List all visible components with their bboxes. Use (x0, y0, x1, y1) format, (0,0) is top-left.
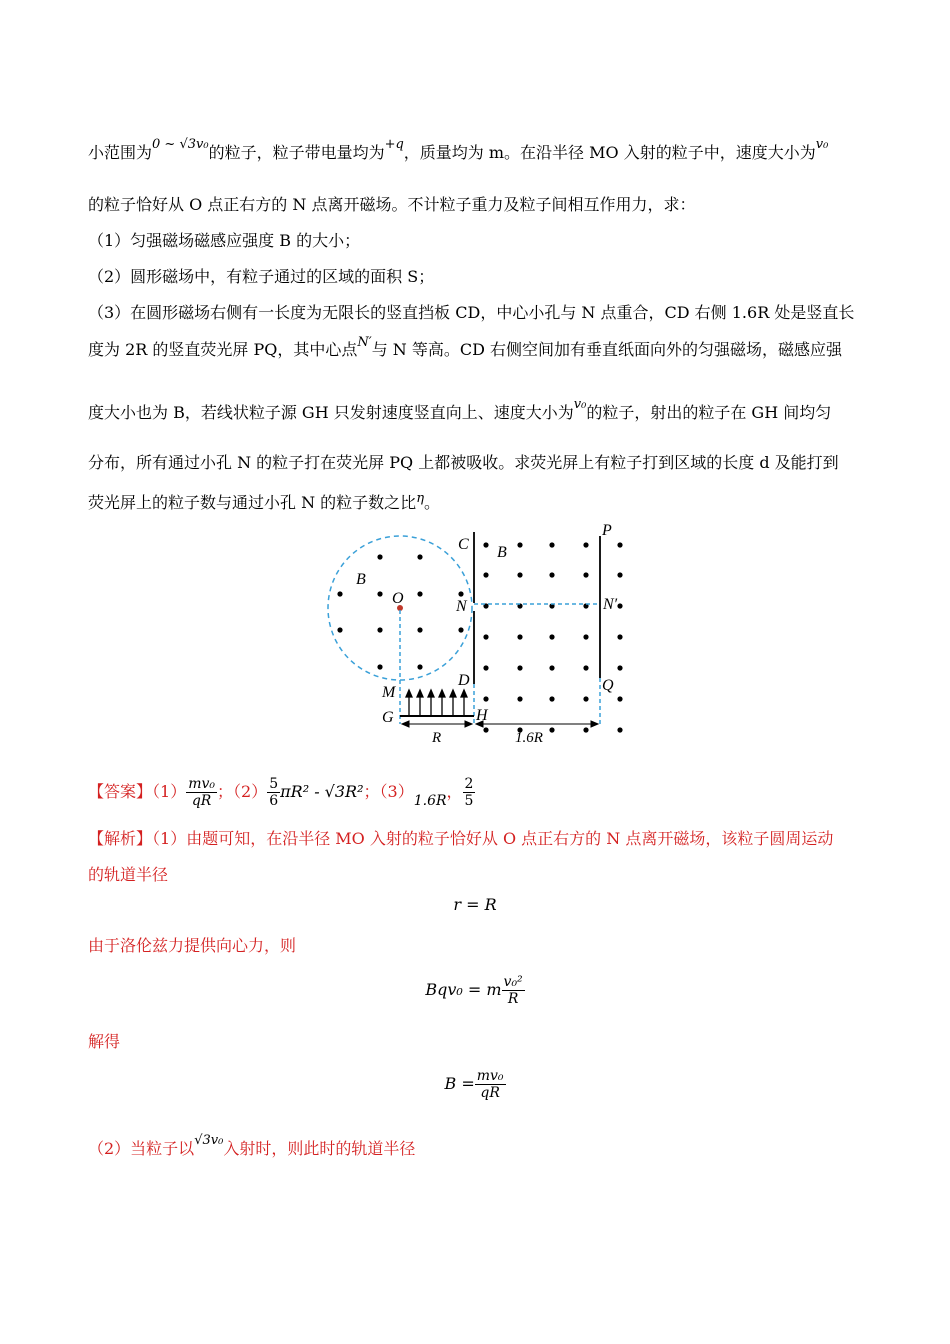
text: 与 N 等高。CD 右侧空间加有垂直纸面向外的匀强磁场，磁感应强 (371, 340, 843, 359)
text: 度大小也为 B，若线状粒子源 GH 只发射速度竖直向上、速度大小为 (88, 403, 574, 422)
field-dot (549, 542, 554, 547)
field-dot (517, 634, 522, 639)
text: ； (363, 782, 380, 801)
fraction-numerator: 2 (464, 776, 474, 792)
field-dot (549, 727, 554, 732)
field-dot (517, 665, 522, 670)
field-dot (583, 727, 588, 732)
fraction-denominator: qR (191, 793, 212, 809)
text: 度为 2R 的竖直荧光屏 PQ，其中心点 (88, 340, 358, 359)
label-r: R (432, 730, 442, 746)
field-dot (549, 572, 554, 577)
text: ， (446, 782, 463, 801)
velocity-v0: v₀ (573, 397, 587, 412)
answer-tag: 【答案】 (88, 782, 153, 801)
field-dot (583, 634, 588, 639)
field-dot (617, 572, 622, 577)
label-n-prime: N′ (603, 596, 618, 613)
velocity-arrow-head (450, 690, 456, 697)
label-h: H (476, 707, 488, 724)
text: 荧光屏上的粒子数与通过小孔 N 的粒子数之比 (88, 493, 417, 512)
fraction-denominator: 5 (464, 793, 474, 809)
velocity-arrow-head (428, 690, 434, 697)
eta-symbol: η (416, 491, 424, 506)
analysis-tag: 【解析】 (88, 829, 153, 848)
field-dot (483, 727, 488, 732)
charge: +q (384, 137, 404, 152)
question-3-line-4: 分布，所有通过小孔 N 的粒子打在荧光屏 PQ 上都被吸收。求荧光屏上有粒子打到区域的长度 d 及能打到 (88, 453, 839, 472)
field-dot (483, 665, 488, 670)
field-dot (483, 696, 488, 701)
field-dot (617, 634, 622, 639)
problem-line-1 (88, 137, 862, 166)
text: （2）当粒子以 (88, 1139, 195, 1158)
analysis-line-1 (88, 828, 862, 850)
n-prime: N′ (357, 335, 372, 350)
field-dot (617, 603, 622, 608)
field-dot (549, 696, 554, 701)
analysis-line-2: 的轨道半径 (88, 865, 169, 884)
text: ，质量均为 m。在沿半径 MO 入射的粒子中，速度大小为 (403, 143, 816, 162)
text: 入射时，则此时的轨道半径 (223, 1139, 416, 1158)
text: （1）由题可知，在沿半径 MO 入射的粒子恰好从 O 点正右方的 N 点离开磁场，该粒子圆周运动 (152, 829, 834, 848)
fraction-denominator: qR (480, 1085, 500, 1101)
question-3-line-2 (88, 335, 862, 363)
velocity-v0: v₀ (815, 137, 829, 152)
question-3-line-5 (88, 492, 862, 516)
answer-2-expression: πR² - √3R² (280, 782, 364, 801)
label-g: G (382, 709, 394, 726)
field-dot (483, 542, 488, 547)
fraction-denominator: R (507, 991, 519, 1007)
answer-3-fraction (463, 776, 476, 809)
fraction-numerator: mv₀ (188, 776, 215, 792)
question-1: （1）匀强磁场磁感应强度 B 的大小； (88, 231, 361, 250)
label-c: C (458, 536, 469, 553)
field-dot (483, 634, 488, 639)
equation-left: Bqv₀ = m (425, 980, 502, 999)
right-field-dots (483, 542, 622, 732)
analysis-line-5 (88, 1133, 862, 1162)
text: （1） (152, 782, 187, 801)
velocity-arrow-head (406, 690, 412, 697)
field-dot (517, 542, 522, 547)
label-m: M (382, 684, 396, 701)
fraction-numerator: v₀² (503, 974, 523, 990)
field-dot (617, 665, 622, 670)
question-3-line-3 (88, 397, 862, 426)
dimension-1-6r (476, 721, 598, 727)
label-o: O (392, 590, 404, 607)
equation-2-fraction (502, 974, 525, 1007)
fraction-numerator: mv₀ (476, 1068, 504, 1084)
analysis-line-3: 由于洛伦兹力提供向心力，则 (88, 936, 297, 955)
velocity-arrows (406, 690, 467, 716)
label-n: N (456, 598, 467, 615)
equation-1: r = R (453, 895, 497, 914)
field-dot (549, 665, 554, 670)
field-dot (517, 572, 522, 577)
equation-3-fraction (475, 1068, 506, 1101)
fraction-numerator: 5 (269, 776, 279, 792)
text: （3） (379, 782, 414, 801)
text: 。 (423, 493, 440, 512)
velocity-arrow-head (417, 690, 423, 697)
label-b-right: B (497, 544, 507, 561)
field-dot (617, 727, 622, 732)
field-dot (617, 542, 622, 547)
field-dot (549, 634, 554, 639)
text: 的粒子，粒子带电量均为 (208, 143, 385, 162)
field-dot (583, 542, 588, 547)
field-dot (483, 572, 488, 577)
label-d: D (458, 672, 470, 689)
answer-line (88, 772, 862, 812)
dimension-r (402, 721, 472, 727)
physics-figure (320, 520, 640, 752)
text: （2） (233, 782, 268, 801)
field-dot (617, 696, 622, 701)
fraction-denominator: 6 (269, 793, 279, 809)
answer-2-fraction (267, 776, 280, 809)
text: 小范围为 (88, 143, 153, 162)
velocity-arrow-head (439, 690, 445, 697)
equation-left: B = (444, 1074, 475, 1093)
field-dot (583, 665, 588, 670)
problem-line-2: 的粒子恰好从 O 点正右方的 N 点离开磁场。不计粒子重力及粒子间相互作用力，求： (88, 195, 696, 214)
text: ； (217, 782, 234, 801)
field-dot (583, 696, 588, 701)
question-2: （2）圆形磁场中，有粒子通过的区域的面积 S； (88, 267, 435, 286)
velocity-root3-v0: √3v₀ (194, 1133, 224, 1148)
text: 的粒子，射出的粒子在 GH 间均匀 (586, 403, 832, 422)
question-3-line-1: （3）在圆形磁场右侧有一长度为无限长的竖直挡板 CD，中心小孔与 N 点重合，CD 右侧 1.6R 处是竖直长 (88, 303, 855, 322)
label-b-left: B (356, 571, 366, 588)
equation-3 (0, 1062, 950, 1106)
field-dot (583, 572, 588, 577)
answer-3-length: 1.6R (413, 793, 447, 809)
label-p: P (602, 522, 612, 539)
answer-1-fraction (186, 776, 217, 809)
analysis-line-4: 解得 (88, 1032, 121, 1051)
label-1-6r: 1.6R (515, 730, 543, 746)
label-q: Q (602, 677, 614, 694)
velocity-arrow-head (461, 690, 467, 697)
field-dot (517, 696, 522, 701)
equation-2 (0, 968, 950, 1012)
velocity-range: 0 ~ √3v₀ (152, 137, 209, 152)
